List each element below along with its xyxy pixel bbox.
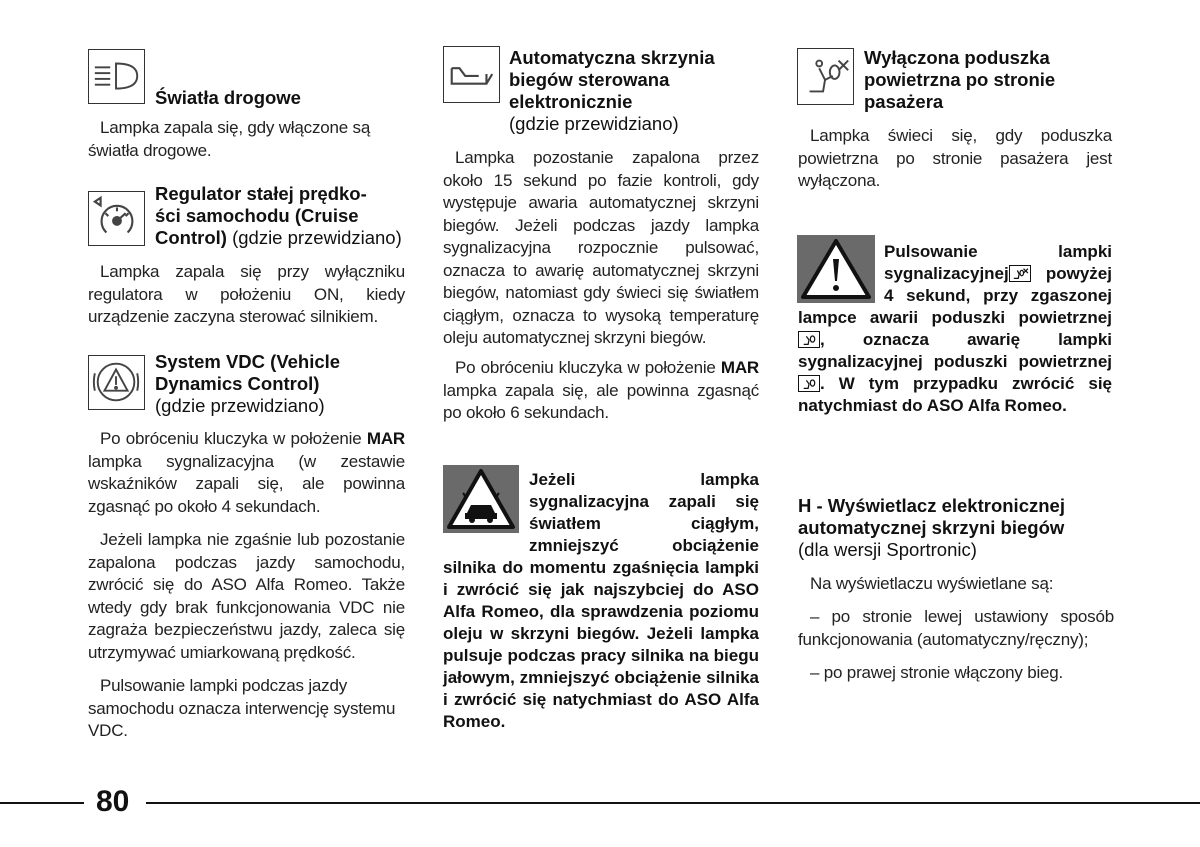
section-text-airbag-off: Lampka świeci się, gdy poduszka powietrzna po stronie pasażera jest wyłączona. (798, 126, 1112, 190)
key-position-mar: MAR (720, 358, 759, 377)
title-line: Dynamics Control) (155, 373, 320, 394)
title-note: (gdzie przewidziano) (155, 395, 325, 416)
gearbox-icon (443, 46, 500, 103)
title-line: elektronicznie (509, 91, 633, 112)
title-line: Automatyczna skrzynia (509, 47, 715, 68)
passenger-airbag-off-icon (1009, 265, 1031, 282)
title-line: ści samochodu (Cruise (155, 205, 359, 226)
section-text-high-beam: Lampka zapala się, gdy włączone są światła drogowe. (88, 118, 371, 160)
section-title-gearbox (509, 47, 769, 135)
cruise-control-icon (88, 191, 145, 246)
page-number: 80 (96, 785, 130, 818)
title-note: (dla wersji Sportronic) (798, 539, 977, 560)
key-position-mar: MAR (366, 429, 405, 448)
warning-fragment: . W tym przypadku zwrócić się natychmiast do ASO Alfa Romeo. (798, 374, 1112, 415)
section-text-gearbox-1: Lampka pozostanie zapalona przez około 15 sekund po fazie kontroli, gdy występuje awaria automatycznej skrzyni biegów. Jeżeli podczas jazdy lampka sygnalizacyjna rozpocznie pulsować, oznacza to awarię automatycznej skrzyni biegów, natomiast gdy świeci się światłem ciągłym, oznacza to wysoką temperaturę oleju automatycznej skrzyni biegów. (443, 148, 759, 347)
title-line: H - Wyświetlacz elektronicznej (798, 495, 1065, 516)
warning-fragment: powyżej 4 sekund, przy zgaszonej lampce awarii poduszki powietrznej (798, 264, 1112, 327)
title-line: Regulator stałej prędko- (155, 183, 367, 204)
title-line: Control) (155, 227, 227, 248)
section-text-vdc-1 (88, 428, 405, 518)
text-fragment: Po obróceniu kluczyka w położenie (455, 358, 721, 377)
section-text-display-1: Na wyświetlaczu wyświetlane są: (810, 574, 1054, 593)
warning-fragment: , oznacza awarię lampki sygnalizacyjnej poduszki powietrznej (798, 330, 1112, 371)
warning-text-airbag (798, 241, 1112, 417)
text-fragment: Po obróceniu kluczyka w położenie (100, 429, 367, 448)
section-text-display-3: – po prawej stronie włączony bieg. (810, 663, 1064, 682)
title-line: powietrzna po stronie (864, 69, 1056, 90)
vdc-warning-icon (88, 355, 145, 410)
passenger-airbag-off-icon (797, 48, 854, 105)
title-line: Wyłączona poduszka (864, 47, 1050, 68)
section-title-cruise-control (155, 183, 410, 249)
headlamp-high-beam-icon (88, 49, 145, 104)
section-text-vdc-2: Jeżeli lampka nie zgaśnie lub pozostanie zapalona podczas jazdy samochodu, zwrócić się do ASO Alfa Romeo. Także wtedy gdy brak funkcjonowania VDC nie zagraża bezpieczeństwu jazdy, zaleca się utrzymywać umiarkowaną prędkość. (88, 530, 405, 662)
airbag-fault-icon (798, 331, 820, 348)
warning-fragment: Pulsowanie lampki sygnalizacyjnej (884, 242, 1112, 283)
text-fragment: lampka sygnalizacyjna (w zestawie wskaźników zapali się, ale powinna zgasnąć po około 4 sekundach. (88, 451, 405, 516)
section-title-display-h (798, 495, 1118, 561)
title-line: pasażera (864, 91, 944, 112)
section-text-display-2: – po stronie lewej ustawiony sposób funkcjonowania (automatyczny/ręczny); (798, 607, 1114, 649)
title-line: System VDC (Vehicle (155, 351, 341, 372)
section-text-gearbox-2 (443, 357, 759, 425)
text-fragment: lampka zapala się, ale powinna zgasnąć po około 6 sekundach. (443, 380, 759, 422)
section-title-airbag-off (864, 47, 1124, 113)
title-note: (gdzie przewidziano) (509, 113, 679, 134)
section-text-vdc-3: Pulsowanie lampki podczas jazdy samochodu oznacza interwencję systemu VDC. (88, 676, 396, 740)
warning-text: Jeżeli lampka sygnalizacyjna zapali się światłem ciągłym, zmniejszyć obciążenie silnika do momentu zgaśnięcia lampki i zwrócić się jak najszybciej do ASO Alfa Romeo, dla sprawdzenia poziomu oleju w skrzyni biegów. Jeżeli lampka pulsuje podczas pracy silnika na biegu jałowym, zmniejszyć obciążenie silnika i zwrócić się natychmiast do ASO Alfa Romeo. (443, 470, 759, 731)
section-title-vdc (155, 351, 410, 417)
section-title-high-beam: Światła drogowe (155, 87, 301, 108)
title-note: (gdzie przewidziano) (226, 227, 402, 248)
airbag-fault-icon (798, 375, 820, 392)
section-text-cruise-control: Lampka zapala się przy wyłączniku regulatora w położeniu ON, kiedy urządzenie zaczyna sterować silnikiem. (88, 262, 405, 326)
footer-rule-right (146, 802, 1200, 804)
title-line: automatycznej skrzyni biegów (798, 517, 1065, 538)
warning-text-gearbox (443, 469, 759, 733)
title-line: biegów sterowana (509, 69, 670, 90)
footer-rule-left (0, 802, 84, 804)
